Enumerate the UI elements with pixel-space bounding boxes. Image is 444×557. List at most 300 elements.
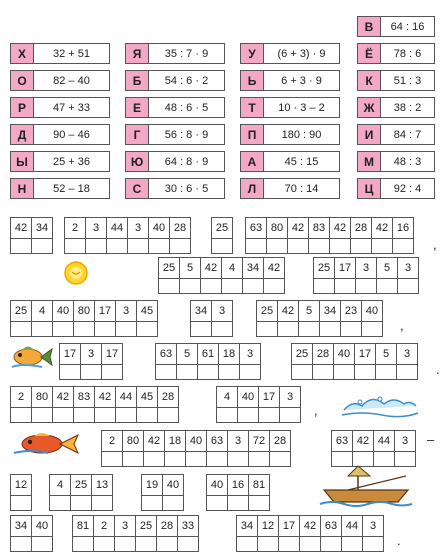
- grid-cell: [71, 475, 92, 510]
- punctuation-mark: .: [436, 362, 440, 377]
- cell-number: 61: [198, 344, 218, 365]
- key-letter: В: [358, 17, 381, 36]
- cell-number: 80: [32, 387, 52, 408]
- wave-icon: [340, 388, 420, 420]
- cell-number: 81: [249, 475, 269, 496]
- answer-letter-slot[interactable]: [207, 452, 227, 466]
- answer-letter-slot[interactable]: [207, 496, 227, 510]
- grid-cell: [376, 344, 397, 379]
- cell-number: 40: [53, 301, 73, 322]
- cell-number: 17: [279, 516, 299, 537]
- answer-letter-slot[interactable]: [201, 279, 221, 293]
- answer-letter-slot[interactable]: [377, 279, 397, 293]
- answer-letter-slot[interactable]: [299, 322, 319, 336]
- cell-number: 45: [137, 387, 157, 408]
- grid-cell: [50, 475, 71, 510]
- answer-letter-slot[interactable]: [60, 365, 80, 379]
- key-expression: 6 + 3 · 9: [281, 74, 322, 87]
- grid-cell: [257, 301, 278, 336]
- grid-cell: [313, 344, 334, 379]
- answer-letter-slot[interactable]: [249, 496, 269, 510]
- punctuation-mark: –: [427, 432, 435, 447]
- cell-number: 12: [11, 475, 31, 496]
- key-card: [10, 124, 110, 145]
- grid-cell: [243, 258, 264, 293]
- grid-cell: [212, 301, 232, 336]
- grid-cell: [177, 344, 198, 379]
- cell-number: 3: [128, 218, 148, 239]
- key-card: [357, 151, 435, 172]
- key-letter: Б: [126, 71, 149, 90]
- answer-letter-slot[interactable]: [178, 537, 198, 551]
- grid-cell: [11, 218, 32, 253]
- cell-number: 3: [397, 344, 417, 365]
- key-card: [240, 43, 340, 64]
- answer-letter-slot[interactable]: [81, 365, 101, 379]
- cell-number: 3: [116, 301, 136, 322]
- grid-cell: [32, 387, 53, 422]
- cell-number: 3: [356, 258, 376, 279]
- cell-number: 3: [81, 344, 101, 365]
- answer-letter-slot[interactable]: [362, 322, 382, 336]
- key-expression: 64 : 16: [390, 20, 425, 33]
- answer-letter-slot[interactable]: [240, 365, 260, 379]
- key-expression: 25 + 36: [52, 155, 90, 168]
- answer-letter-slot[interactable]: [219, 365, 239, 379]
- key-card: [240, 97, 340, 118]
- grid-cell: [292, 344, 313, 379]
- grid-cell: [279, 516, 300, 551]
- answer-letter-slot[interactable]: [107, 239, 127, 253]
- grid-cell: [116, 301, 137, 336]
- grid-cell: [280, 387, 300, 422]
- grid-cell: [65, 218, 86, 253]
- answer-letter-slot[interactable]: [264, 279, 284, 293]
- answer-letter-slot[interactable]: [397, 365, 417, 379]
- answer-letter-slot[interactable]: [320, 322, 340, 336]
- key-expression: 52 – 18: [53, 182, 90, 195]
- answer-letter-slot[interactable]: [74, 408, 94, 422]
- key-card: [10, 70, 110, 91]
- answer-letter-slot[interactable]: [74, 322, 94, 336]
- answer-letter-slot[interactable]: [351, 239, 371, 253]
- answer-letter-slot[interactable]: [243, 279, 263, 293]
- answer-letter-slot[interactable]: [212, 239, 232, 253]
- answer-letter-slot[interactable]: [398, 279, 418, 293]
- grid-cell: [240, 344, 260, 379]
- grid-cell: [267, 218, 288, 253]
- key-letter: Р: [11, 98, 34, 117]
- grid-cell: [95, 301, 116, 336]
- answer-letter-slot[interactable]: [246, 239, 266, 253]
- answer-letter-slot[interactable]: [342, 537, 362, 551]
- grid-cell: [219, 344, 240, 379]
- cell-number: 40: [149, 218, 169, 239]
- key-card: [125, 178, 225, 199]
- cell-number: 63: [332, 431, 352, 452]
- answer-letter-slot[interactable]: [330, 239, 350, 253]
- key-letter: Ы: [11, 152, 34, 171]
- cell-number: 2: [94, 516, 114, 537]
- grid-cell: [249, 431, 270, 466]
- cell-number: 4: [32, 301, 52, 322]
- answer-word-grid: [211, 217, 233, 254]
- answer-letter-slot[interactable]: [314, 279, 334, 293]
- grid-cell: [102, 431, 123, 466]
- answer-letter-slot[interactable]: [144, 452, 164, 466]
- key-expression: 54 : 6 · 2: [164, 74, 209, 87]
- answer-letter-slot[interactable]: [50, 496, 70, 510]
- cell-number: 34: [11, 516, 31, 537]
- grid-cell: [299, 301, 320, 336]
- key-expression: 56 : 8 · 9: [164, 128, 209, 141]
- answer-word-grid: [313, 257, 419, 294]
- key-card: [10, 151, 110, 172]
- key-letter: О: [11, 71, 34, 90]
- answer-letter-slot[interactable]: [279, 537, 299, 551]
- answer-letter-slot[interactable]: [32, 537, 52, 551]
- grid-cell: [258, 516, 279, 551]
- key-expression: 48 : 3: [393, 155, 422, 168]
- grid-cell: [342, 516, 363, 551]
- cell-number: 44: [107, 218, 127, 239]
- cell-number: 42: [264, 258, 284, 279]
- grid-cell: [314, 258, 335, 293]
- answer-letter-slot[interactable]: [116, 408, 136, 422]
- answer-letter-slot[interactable]: [257, 322, 277, 336]
- answer-letter-slot[interactable]: [180, 279, 200, 293]
- cell-number: 18: [165, 431, 185, 452]
- answer-letter-slot[interactable]: [222, 279, 242, 293]
- grid-cell: [123, 431, 144, 466]
- answer-word-grid: [10, 217, 53, 254]
- cell-number: 3: [86, 218, 106, 239]
- cell-number: 23: [341, 301, 361, 322]
- answer-letter-slot[interactable]: [159, 279, 179, 293]
- answer-letter-slot[interactable]: [157, 537, 177, 551]
- key-card: [357, 97, 435, 118]
- answer-letter-slot[interactable]: [128, 239, 148, 253]
- answer-letter-slot[interactable]: [191, 322, 211, 336]
- answer-letter-slot[interactable]: [142, 496, 162, 510]
- answer-letter-slot[interactable]: [393, 239, 413, 253]
- key-letter: С: [126, 179, 149, 198]
- answer-letter-slot[interactable]: [136, 537, 156, 551]
- cell-number: 4: [50, 475, 70, 496]
- answer-letter-slot[interactable]: [249, 452, 269, 466]
- cell-number: 40: [362, 301, 382, 322]
- answer-word-grid: [10, 474, 32, 511]
- key-expression: 38 : 2: [393, 101, 422, 114]
- key-card: [357, 43, 435, 64]
- punctuation-mark: ,: [314, 403, 318, 418]
- punctuation-mark: ,: [400, 318, 404, 333]
- cell-number: 44: [342, 516, 362, 537]
- answer-letter-slot[interactable]: [280, 408, 300, 422]
- answer-letter-slot[interactable]: [321, 537, 341, 551]
- key-letter: Ь: [241, 71, 264, 90]
- answer-letter-slot[interactable]: [11, 322, 31, 336]
- cell-number: 83: [309, 218, 329, 239]
- cell-number: 5: [376, 344, 396, 365]
- answer-letter-slot[interactable]: [300, 537, 320, 551]
- cell-number: 4: [222, 258, 242, 279]
- answer-letter-slot[interactable]: [278, 322, 298, 336]
- grid-cell: [397, 344, 417, 379]
- grid-cell: [356, 258, 377, 293]
- key-card: [357, 124, 435, 145]
- grid-cell: [11, 301, 32, 336]
- grid-cell: [86, 218, 107, 253]
- cell-number: 40: [32, 516, 52, 537]
- answer-word-grid: [10, 300, 158, 337]
- grid-cell: [170, 218, 190, 253]
- answer-letter-slot[interactable]: [115, 537, 135, 551]
- grid-cell: [335, 258, 356, 293]
- cell-number: 2: [65, 218, 85, 239]
- key-card: [240, 151, 340, 172]
- answer-letter-slot[interactable]: [32, 408, 52, 422]
- grid-cell: [142, 475, 163, 510]
- cell-number: 81: [73, 516, 93, 537]
- answer-letter-slot[interactable]: [94, 537, 114, 551]
- cell-number: 3: [280, 387, 300, 408]
- answer-letter-slot[interactable]: [356, 279, 376, 293]
- answer-letter-slot[interactable]: [372, 239, 392, 253]
- grid-cell: [393, 218, 413, 253]
- answer-word-grid: [190, 300, 233, 337]
- key-letter: У: [241, 44, 264, 63]
- answer-letter-slot[interactable]: [53, 322, 73, 336]
- cell-number: 28: [313, 344, 333, 365]
- key-letter: Я: [126, 44, 149, 63]
- answer-word-grid: [256, 300, 383, 337]
- answer-letter-slot[interactable]: [11, 537, 31, 551]
- key-letter: Л: [241, 179, 264, 198]
- answer-letter-slot[interactable]: [165, 452, 185, 466]
- grid-cell: [60, 344, 81, 379]
- cell-number: 25: [314, 258, 334, 279]
- grid-cell: [144, 431, 165, 466]
- cell-number: 17: [95, 301, 115, 322]
- grid-cell: [353, 431, 374, 466]
- key-expression: 35 : 7 · 9: [164, 47, 209, 60]
- key-expression: 64 : 8 · 9: [164, 155, 209, 168]
- cell-number: 80: [74, 301, 94, 322]
- cell-number: 40: [186, 431, 206, 452]
- grid-cell: [73, 516, 94, 551]
- key-expression: 30 : 6 · 5: [164, 182, 209, 195]
- cell-number: 83: [74, 387, 94, 408]
- cell-number: 42: [11, 218, 31, 239]
- answer-letter-slot[interactable]: [238, 408, 258, 422]
- cell-number: 42: [201, 258, 221, 279]
- answer-letter-slot[interactable]: [334, 365, 354, 379]
- cell-number: 34: [191, 301, 211, 322]
- answer-letter-slot[interactable]: [95, 322, 115, 336]
- answer-letter-slot[interactable]: [95, 408, 115, 422]
- grid-cell: [332, 431, 353, 466]
- answer-word-grid: [49, 474, 113, 511]
- key-card: [125, 151, 225, 172]
- grid-cell: [186, 431, 207, 466]
- cell-number: 3: [228, 431, 248, 452]
- answer-letter-slot[interactable]: [170, 239, 190, 253]
- key-letter: Ц: [358, 179, 381, 198]
- answer-letter-slot[interactable]: [116, 322, 136, 336]
- answer-letter-slot[interactable]: [237, 537, 257, 551]
- grid-cell: [207, 475, 228, 510]
- answer-word-grid: [64, 217, 191, 254]
- grid-cell: [53, 301, 74, 336]
- answer-letter-slot[interactable]: [259, 408, 279, 422]
- cell-number: 3: [212, 301, 232, 322]
- grid-cell: [207, 431, 228, 466]
- answer-letter-slot[interactable]: [313, 365, 333, 379]
- answer-letter-slot[interactable]: [177, 365, 197, 379]
- answer-letter-slot[interactable]: [71, 496, 91, 510]
- cell-number: 3: [395, 431, 415, 452]
- grid-cell: [157, 516, 178, 551]
- key-card: [357, 16, 435, 37]
- answer-letter-slot[interactable]: [288, 239, 308, 253]
- grid-cell: [180, 258, 201, 293]
- answer-letter-slot[interactable]: [228, 452, 248, 466]
- cell-number: 18: [219, 344, 239, 365]
- grid-cell: [115, 516, 136, 551]
- answer-letter-slot[interactable]: [53, 408, 73, 422]
- cell-number: 42: [288, 218, 308, 239]
- answer-letter-slot[interactable]: [163, 496, 183, 510]
- key-card: [240, 124, 340, 145]
- grid-cell: [300, 516, 321, 551]
- answer-letter-slot[interactable]: [156, 365, 176, 379]
- grid-cell: [102, 344, 122, 379]
- answer-letter-slot[interactable]: [355, 365, 375, 379]
- answer-letter-slot[interactable]: [32, 322, 52, 336]
- key-card: [125, 124, 225, 145]
- answer-letter-slot[interactable]: [363, 537, 383, 551]
- answer-letter-slot[interactable]: [270, 452, 290, 466]
- answer-letter-slot[interactable]: [137, 408, 157, 422]
- punctuation-mark: ,: [433, 237, 437, 252]
- answer-letter-slot[interactable]: [92, 496, 112, 510]
- cell-number: 17: [335, 258, 355, 279]
- answer-letter-slot[interactable]: [123, 452, 143, 466]
- answer-letter-slot[interactable]: [158, 408, 178, 422]
- cell-number: 72: [249, 431, 269, 452]
- answer-letter-slot[interactable]: [73, 537, 93, 551]
- key-expression: 180 : 90: [281, 128, 322, 141]
- answer-letter-slot[interactable]: [102, 452, 122, 466]
- grid-cell: [341, 301, 362, 336]
- answer-letter-slot[interactable]: [137, 322, 157, 336]
- answer-letter-slot[interactable]: [11, 239, 31, 253]
- answer-letter-slot[interactable]: [309, 239, 329, 253]
- answer-word-grid: [155, 343, 261, 380]
- cell-number: 17: [102, 344, 122, 365]
- answer-letter-slot[interactable]: [149, 239, 169, 253]
- answer-word-grid: [72, 515, 199, 552]
- grid-cell: [222, 258, 243, 293]
- grid-cell: [249, 475, 269, 510]
- cell-number: 25: [292, 344, 312, 365]
- cell-number: 42: [300, 516, 320, 537]
- cell-number: 5: [377, 258, 397, 279]
- answer-letter-slot[interactable]: [86, 239, 106, 253]
- key-expression: 48 : 6 · 5: [164, 101, 209, 114]
- key-expression: 51 : 3: [393, 74, 422, 87]
- fish-icon: [8, 341, 54, 371]
- key-letter: Х: [11, 44, 34, 63]
- cell-number: 34: [32, 218, 52, 239]
- answer-letter-slot[interactable]: [102, 365, 122, 379]
- answer-letter-slot[interactable]: [267, 239, 287, 253]
- grid-cell: [81, 344, 102, 379]
- answer-letter-slot[interactable]: [228, 496, 248, 510]
- cell-number: 2: [102, 431, 122, 452]
- grid-cell: [264, 258, 284, 293]
- cell-number: 3: [363, 516, 383, 537]
- cell-number: 42: [53, 387, 73, 408]
- cell-number: 3: [115, 516, 135, 537]
- grid-cell: [377, 258, 398, 293]
- answer-letter-slot[interactable]: [217, 408, 237, 422]
- grid-cell: [11, 475, 31, 510]
- grid-cell: [278, 301, 299, 336]
- grid-cell: [95, 387, 116, 422]
- cell-number: 28: [270, 431, 290, 452]
- grid-cell: [74, 301, 95, 336]
- answer-letter-slot[interactable]: [292, 365, 312, 379]
- answer-word-grid: [216, 386, 301, 423]
- cell-number: 2: [11, 387, 31, 408]
- answer-letter-slot[interactable]: [258, 537, 278, 551]
- grid-cell: [270, 431, 290, 466]
- answer-letter-slot[interactable]: [341, 322, 361, 336]
- answer-letter-slot[interactable]: [11, 496, 31, 510]
- key-letter: Ж: [358, 98, 381, 117]
- cell-number: 44: [374, 431, 394, 452]
- cell-number: 40: [207, 475, 227, 496]
- answer-letter-slot[interactable]: [212, 322, 232, 336]
- key-card: [10, 178, 110, 199]
- key-card: [357, 178, 435, 199]
- grid-cell: [355, 344, 376, 379]
- cell-number: 16: [393, 218, 413, 239]
- answer-letter-slot[interactable]: [32, 239, 52, 253]
- answer-word-grid: [10, 515, 53, 552]
- answer-letter-slot[interactable]: [186, 452, 206, 466]
- sun-icon: [58, 258, 94, 288]
- answer-letter-slot[interactable]: [65, 239, 85, 253]
- grid-cell: [309, 218, 330, 253]
- grid-cell: [398, 258, 418, 293]
- grid-cell: [191, 301, 212, 336]
- answer-letter-slot[interactable]: [376, 365, 396, 379]
- answer-word-grid: [245, 217, 414, 254]
- grid-cell: [165, 431, 186, 466]
- answer-letter-slot[interactable]: [11, 408, 31, 422]
- cell-number: 33: [178, 516, 198, 537]
- punctuation-mark: .: [397, 533, 401, 548]
- answer-letter-slot[interactable]: [335, 279, 355, 293]
- cell-number: 25: [71, 475, 91, 496]
- answer-letter-slot[interactable]: [198, 365, 218, 379]
- grid-cell: [32, 516, 52, 551]
- grid-cell: [320, 301, 341, 336]
- cell-number: 4: [217, 387, 237, 408]
